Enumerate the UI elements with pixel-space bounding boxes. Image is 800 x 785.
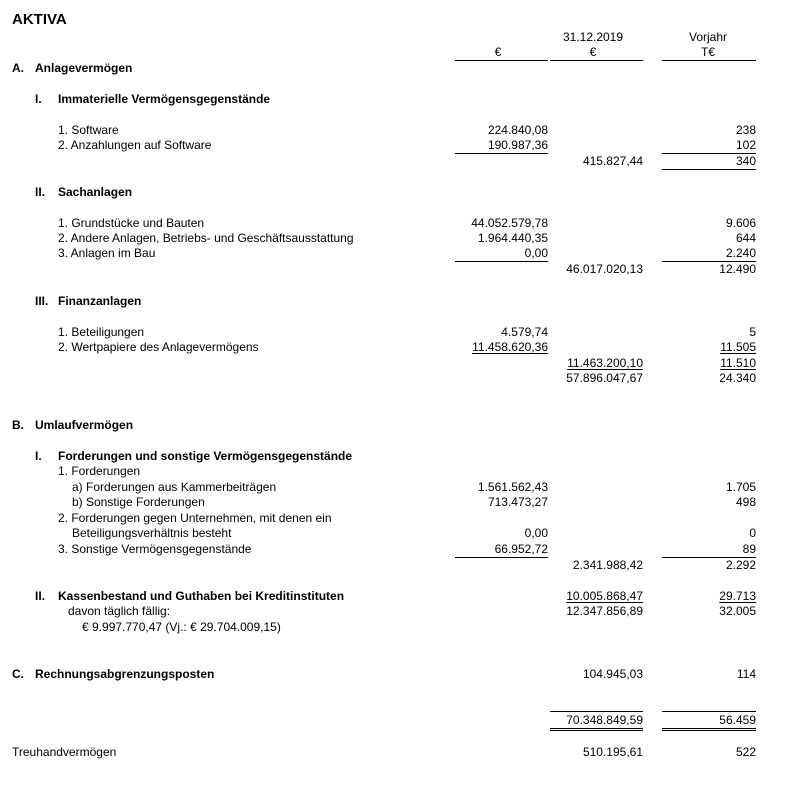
section-b-ii-label: II. — [35, 589, 46, 603]
header-vorjahr: Vorjahr — [688, 30, 728, 44]
row-value-prior: 9.606 — [725, 216, 756, 230]
subtotal-prior-text: 11.510 — [720, 356, 756, 370]
subtotal-prior: 2.292 — [725, 558, 756, 572]
subsection-label: 1. Forderungen — [58, 464, 141, 478]
section-b-i-label: I. — [35, 449, 42, 463]
row-value-current — [543, 589, 643, 604]
grand-total-double-rule — [550, 730, 643, 731]
row-value-current: 190.987,36 — [487, 138, 548, 152]
total-current: 57.896.047,67 — [566, 371, 643, 385]
row-value-prior-text: 29.713 — [719, 589, 756, 603]
section-c-title: Rechnungsabgrenzungsposten — [35, 667, 215, 681]
row-value-current: 0,00 — [524, 526, 548, 540]
row-value-prior-text: 11.505 — [720, 340, 756, 354]
row-label: 2. Wertpapiere des Anlagevermögens — [58, 340, 259, 354]
note-line: davon täglich fällig: — [68, 604, 171, 618]
subtotal-prior — [660, 356, 756, 371]
row-label: 2. Forderungen gegen Unternehmen, mit denen ein — [58, 511, 332, 525]
subtotal-current: 2.341.988,42 — [572, 558, 643, 572]
treuhand-prior: 522 — [735, 745, 756, 759]
section-b-ii-title: Kassenbestand und Guthaben bei Kreditinstituten — [58, 589, 345, 603]
row-label: 3. Sonstige Vermögensgegenstände — [58, 542, 252, 556]
section-a-ii-label: II. — [35, 185, 46, 199]
subtotal-current — [543, 356, 643, 371]
row-value-current — [448, 340, 548, 355]
row-value-current: 1.561.562,43 — [477, 480, 548, 494]
row-label: 1. Beteiligungen — [58, 325, 145, 339]
subtotal-current-text: 11.463.200,10 — [567, 356, 643, 370]
subtotal-current: 415.827,44 — [582, 154, 643, 168]
row-value-current: 1.964.440,35 — [477, 231, 548, 245]
row-value-prior — [660, 340, 756, 355]
header-rule-2 — [550, 60, 643, 61]
row-label: 2. Andere Anlagen, Betriebs- und Geschäftsausstattung — [58, 231, 354, 245]
section-a-ii-title: Sachanlagen — [58, 185, 133, 199]
row-value-current: 4.579,74 — [501, 325, 548, 339]
treuhand-label: Treuhandvermögen — [12, 745, 117, 759]
row-value-current-text: 10.005.868,47 — [566, 589, 643, 603]
section-b-label: B. — [12, 418, 24, 432]
section-a-title: Anlagevermögen — [35, 61, 133, 75]
section-b-title: Umlaufvermögen — [35, 418, 134, 432]
row-label: 2. Anzahlungen auf Software — [58, 138, 212, 152]
row-value-current: 44.052.579,78 — [471, 216, 548, 230]
row-value-prior: 5 — [749, 325, 756, 339]
total-current: 12.347.856,89 — [566, 604, 643, 618]
note-line: € 9.997.770,47 (Vj.: € 29.704.009,15) — [82, 620, 281, 634]
row-value-prior: 644 — [735, 231, 756, 245]
subtotal-rule — [455, 557, 548, 558]
row-value-current: 104.945,03 — [582, 667, 643, 681]
row-value-prior: 89 — [742, 542, 756, 556]
subtotal-rule — [662, 169, 756, 170]
row-value-prior — [660, 589, 756, 604]
row-value-prior: 114 — [736, 667, 756, 681]
row-value-prior: 0 — [749, 526, 756, 540]
grand-total-rule — [662, 711, 756, 712]
header-rule-3 — [662, 60, 756, 61]
header-currency-3: T€ — [700, 45, 715, 59]
row-value-prior: 102 — [735, 138, 756, 152]
subtotal-prior: 12.490 — [719, 262, 756, 276]
row-value-current: 224.840,08 — [487, 123, 548, 137]
section-a-label: A. — [12, 61, 24, 75]
page-title: AKTIVA — [12, 11, 67, 28]
subtotal-rule — [455, 153, 548, 154]
section-a-iii-title: Finanzanlagen — [58, 294, 142, 308]
header-currency-1: € — [494, 45, 502, 59]
row-value-current: 0,00 — [524, 246, 548, 260]
row-value-prior: 498 — [735, 495, 756, 509]
row-label: 1. Software — [58, 123, 119, 137]
grand-total-double-rule — [662, 730, 756, 731]
row-value-prior: 238 — [735, 123, 756, 137]
row-label: a) Forderungen aus Kammerbeiträgen — [72, 480, 277, 494]
row-label: 3. Anlagen im Bau — [58, 246, 156, 260]
row-value-current: 713.473,27 — [487, 495, 548, 509]
section-a-i-title: Immaterielle Vermögensgegenstände — [58, 92, 271, 106]
total-prior: 24.340 — [719, 371, 756, 385]
section-a-iii-label: III. — [35, 294, 49, 308]
grand-total-rule — [550, 711, 643, 712]
row-label-continued: Beteiligungsverhältnis besteht — [72, 526, 232, 540]
grand-total-double-rule — [550, 728, 643, 729]
header-rule-1 — [455, 60, 548, 61]
row-value-current-text: 11.458.620,36 — [472, 340, 548, 354]
subtotal-prior: 340 — [735, 154, 756, 168]
row-label: 1. Grundstücke und Bauten — [58, 216, 205, 230]
treuhand-current: 510.195,61 — [582, 745, 643, 759]
grand-total-double-rule — [662, 728, 756, 729]
row-value-current: 66.952,72 — [494, 542, 548, 556]
section-b-i-title: Forderungen und sonstige Vermögensgegenstände — [58, 449, 353, 463]
header-date: 31.12.2019 — [562, 30, 624, 44]
section-a-i-label: I. — [35, 92, 42, 106]
row-value-prior: 1.705 — [725, 480, 756, 494]
total-prior: 32.005 — [719, 604, 756, 618]
subtotal-rule — [455, 261, 548, 262]
grand-total-current: 70.348.849,59 — [566, 713, 643, 727]
row-label: b) Sonstige Forderungen — [72, 495, 205, 509]
section-c-label: C. — [12, 667, 24, 681]
grand-total-prior: 56.459 — [719, 713, 756, 727]
row-value-prior: 2.240 — [725, 246, 756, 260]
subtotal-current: 46.017.020,13 — [566, 262, 643, 276]
header-currency-2: € — [589, 45, 597, 59]
